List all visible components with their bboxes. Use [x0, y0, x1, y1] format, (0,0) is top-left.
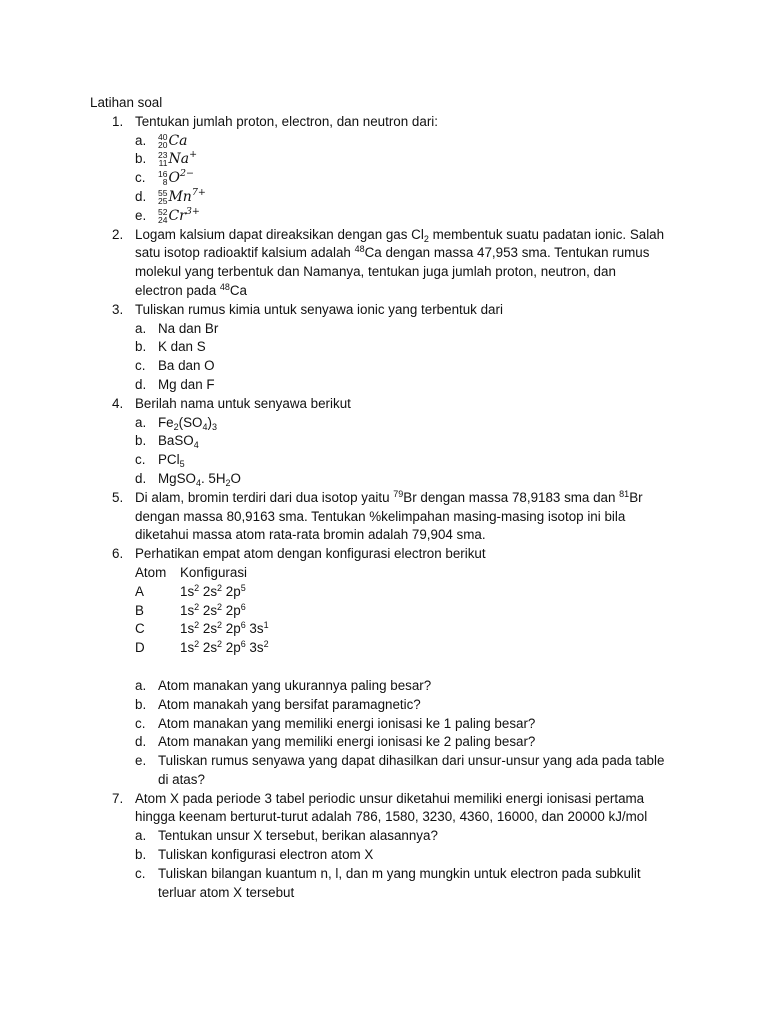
sub-item-label: b. [135, 151, 147, 167]
electron-count: 2 [263, 639, 269, 650]
electron-count: 2 [194, 601, 200, 612]
electron-count: 2 [217, 601, 223, 612]
sub-item [90, 846, 680, 865]
question-6-items [90, 677, 680, 790]
sub-item [90, 771, 680, 790]
sub-item [90, 432, 680, 451]
orbital: 2p [222, 640, 241, 656]
electron-count: 2 [217, 639, 223, 650]
orbital: 3s [245, 621, 264, 637]
sub-item-text: K dan S [158, 339, 206, 355]
atomic-number: 25 [158, 195, 168, 206]
question-text: Tuliskan rumus kimia untuk senyawa ionic yang terbentuk dari [135, 301, 503, 317]
sub-item [90, 696, 680, 715]
sub-item-text: Tuliskan bilangan kuantum n, l, dan m yang mungkin untuk electron pada subkulit [158, 865, 641, 881]
atomic-number: 20 [158, 139, 168, 150]
sub-item-label: d. [135, 470, 147, 486]
sub-item-label: b. [135, 696, 147, 712]
sub-item-label: b. [135, 339, 147, 355]
text-run: (SO [178, 414, 203, 430]
question-text-line: molekul yang terbentuk dan Namanya, tentukan juga jumlah proton, neutron, dan [135, 264, 616, 280]
electron-count: 2 [217, 582, 223, 593]
element-symbol: Cr [168, 207, 186, 224]
text-run: Br [629, 489, 643, 505]
question-7 [90, 790, 680, 828]
sub-item-text: Atom manakah yang bersifat paramagnetic? [158, 696, 421, 712]
sub-item-label: b. [135, 847, 147, 863]
subscript: 2 [225, 477, 231, 488]
isotope-item [90, 207, 680, 226]
isotope-notation [158, 133, 188, 149]
text-run: Ca [229, 282, 248, 298]
atomic-number: 24 [158, 214, 168, 225]
table-row [135, 639, 680, 658]
subscript: 2 [173, 421, 179, 432]
sub-item-label: d. [135, 188, 147, 204]
orbital: 2p [222, 621, 241, 637]
question-text-line [135, 244, 680, 263]
mass-number: 23 [158, 150, 168, 161]
subscript: 3 [211, 421, 217, 432]
question-text: Perhatikan empat atom dengan konfigurasi electron berikut [135, 546, 486, 562]
sub-item-label: d. [135, 734, 147, 750]
question-number: 6. [112, 546, 124, 562]
sub-item-label: e. [135, 753, 147, 769]
text-run: BaSO [158, 433, 194, 449]
question-text-line: diketahui massa atom rata-rata bromin adalah 79,904 sma. [135, 527, 486, 543]
sub-item [90, 677, 680, 696]
electron-configuration [180, 639, 269, 658]
isotope-item [90, 169, 680, 188]
ion-charge: 2− [179, 168, 194, 180]
subscript: 5 [179, 459, 185, 470]
sub-item-text: Ba dan O [158, 358, 215, 374]
text-run: electron pada [135, 282, 220, 298]
atomic-number: 8 [162, 177, 168, 188]
sub-item-label: c. [135, 170, 146, 186]
table-row [135, 602, 680, 621]
atom-label: A [135, 583, 144, 599]
superscript: 79 [393, 488, 404, 499]
isotope-item [90, 188, 680, 207]
electron-configuration [180, 620, 269, 639]
element-symbol: O [168, 170, 180, 187]
superscript: 48 [354, 244, 365, 255]
question-number: 7. [112, 790, 124, 806]
sub-item-label: c. [135, 358, 146, 374]
table-body [135, 583, 680, 658]
electron-count: 2 [217, 620, 223, 631]
question-text: Berilah nama untuk senyawa berikut [135, 395, 351, 411]
question-text-line: Atom X pada periode 3 tabel periodic unsur diketahui memiliki energi ionisasi pertama [135, 790, 645, 806]
question-1 [90, 113, 680, 132]
electron-configuration [180, 602, 246, 621]
nuclide-numbers [158, 151, 167, 167]
text-run: ) [207, 414, 212, 430]
isotope-notation [158, 151, 197, 167]
text-run: Ca dengan massa 47,953 sma. Tentukan rumus [364, 245, 650, 261]
text-run: PCl [158, 452, 180, 468]
sub-item-text: Tuliskan konfigurasi electron atom X [158, 847, 374, 863]
element-symbol: Na [168, 151, 190, 168]
question-5 [90, 489, 680, 545]
electron-count: 6 [240, 620, 246, 631]
question-text-line: hingga keenam berturut-turut adalah 786, 1580, 3230, 4360, 16000, dan 20000 kJ/mol [135, 809, 648, 825]
electron-configuration [180, 583, 246, 602]
question-2 [90, 226, 680, 301]
isotope-item [90, 150, 680, 169]
ion-charge: + [189, 149, 198, 161]
sub-item [90, 338, 680, 357]
sub-item-label: a. [135, 320, 147, 336]
orbital: 2s [199, 621, 218, 637]
electron-count: 6 [240, 601, 246, 612]
sub-item-label: c. [135, 865, 146, 881]
isotope-notation [158, 205, 200, 225]
electron-count: 5 [240, 582, 246, 593]
sub-item-text: Na dan Br [158, 320, 219, 336]
isotope-item [90, 132, 680, 151]
electron-count: 2 [194, 582, 200, 593]
question-text-line: dengan massa 80,9163 sma. Tentukan %kelimpahan masing-masing isotop ini bila [135, 508, 626, 524]
sub-item-label: c. [135, 452, 146, 468]
spacer [90, 658, 680, 677]
sub-item-text: Atom manakan yang memiliki energi ionisasi ke 1 paling besar? [158, 715, 536, 731]
sub-item-label: b. [135, 433, 147, 449]
sub-item-text: Mg dan F [158, 376, 215, 392]
question-text-line [135, 489, 680, 508]
question-3-items [90, 320, 680, 395]
question-7-items [90, 827, 680, 902]
sub-item [90, 827, 680, 846]
text-run: Di alam, bromin terdiri dari dua isotop yaitu [135, 489, 394, 505]
question-number: 4. [112, 395, 124, 411]
subscript: 4 [193, 440, 199, 451]
sub-item-text: di atas? [158, 771, 205, 787]
nuclide-numbers [158, 189, 167, 205]
atom-label: B [135, 602, 144, 618]
atomic-number: 11 [158, 158, 168, 169]
isotope-notation [158, 186, 206, 206]
sub-item [90, 865, 680, 884]
text-run: Fe [158, 414, 174, 430]
subscript: 2 [423, 233, 429, 244]
text-run: MgSO [158, 470, 196, 486]
orbital: 2s [199, 583, 218, 599]
superscript: 48 [219, 281, 230, 292]
text-run: . 5H [200, 470, 226, 486]
table-row [135, 620, 680, 639]
table-header-configuration: Konfigurasi [180, 564, 247, 580]
text-run: O [230, 470, 241, 486]
sub-item-label: a. [135, 828, 147, 844]
subscript: 4 [202, 421, 208, 432]
sub-item [90, 357, 680, 376]
sub-item-text: terluar atom X tersebut [158, 884, 295, 900]
sub-item-label: e. [135, 207, 147, 223]
text-run: membentuk suatu padatan ionic. Salah [428, 226, 665, 242]
text-run: satu isotop radioaktif kalsium adalah [135, 245, 355, 261]
superscript: 81 [619, 488, 630, 499]
ion-charge: 7+ [191, 186, 206, 198]
sub-item [90, 715, 680, 734]
question-number: 1. [112, 113, 124, 129]
subscript: 4 [195, 477, 201, 488]
sub-item [90, 414, 680, 433]
text-run: Br dengan massa 78,9183 sma dan [403, 489, 620, 505]
sub-item [90, 320, 680, 339]
mass-number: 40 [158, 131, 168, 142]
sub-item-text: Tuliskan rumus senyawa yang dapat dihasilkan dari unsur-unsur yang ada pada table [158, 753, 665, 769]
ion-charge: 3+ [185, 205, 200, 217]
nuclide-numbers [158, 133, 167, 149]
sub-item [90, 884, 680, 903]
question-text: Tentukan jumlah proton, electron, dan neutron dari: [135, 113, 438, 129]
electron-count: 6 [240, 639, 246, 650]
mass-number: 55 [158, 187, 168, 198]
question-3 [90, 301, 680, 320]
table-header-atom: Atom [135, 564, 167, 580]
electron-count: 2 [194, 639, 200, 650]
orbital: 1s [180, 602, 195, 618]
question-number: 3. [112, 301, 124, 317]
sub-item-label: a. [135, 677, 147, 693]
configuration-table [90, 564, 680, 658]
mass-number: 16 [158, 169, 168, 180]
question-4 [90, 395, 680, 414]
document-title: Latihan soal [90, 95, 163, 110]
sub-item-label: d. [135, 376, 147, 392]
element-symbol: Ca [168, 132, 188, 149]
table-row [135, 583, 680, 602]
sub-item-text: Tentukan unsur X tersebut, berikan alasannya? [158, 828, 438, 844]
electron-count: 1 [263, 620, 269, 631]
isotope-notation [158, 170, 194, 186]
table-header-row [135, 564, 680, 583]
question-text-line [135, 282, 680, 301]
nuclide-numbers [158, 170, 167, 186]
question-1-items [90, 132, 680, 226]
atom-label: C [135, 621, 145, 637]
document-content [90, 94, 680, 902]
sub-item-label: a. [135, 414, 147, 430]
question-text-line [135, 226, 680, 245]
atom-label: D [135, 640, 145, 656]
question-6 [90, 545, 680, 564]
sub-item-text: Atom manakan yang memiliki energi ionisasi ke 2 paling besar? [158, 734, 536, 750]
orbital: 1s [180, 583, 195, 599]
orbital: 3s [245, 640, 264, 656]
orbital: 2s [199, 602, 218, 618]
sub-item [90, 376, 680, 395]
sub-item [90, 752, 680, 771]
orbital: 2p [222, 602, 241, 618]
mass-number: 52 [158, 206, 168, 217]
orbital: 1s [180, 640, 195, 656]
sub-item-label: a. [135, 132, 147, 148]
sub-item [90, 733, 680, 752]
question-number: 2. [112, 226, 124, 242]
sub-item-text: Atom manakan yang ukurannya paling besar? [158, 677, 432, 693]
element-symbol: Mn [168, 188, 192, 205]
question-number: 5. [112, 489, 124, 505]
sub-item-label: c. [135, 715, 146, 731]
electron-count: 2 [194, 620, 200, 631]
sub-item [90, 451, 680, 470]
sub-item [90, 470, 680, 489]
orbital: 2p [222, 583, 241, 599]
orbital: 2s [199, 640, 218, 656]
orbital: 1s [180, 621, 195, 637]
text-run: Logam kalsium dapat direaksikan dengan gas Cl [135, 226, 424, 242]
nuclide-numbers [158, 208, 167, 224]
